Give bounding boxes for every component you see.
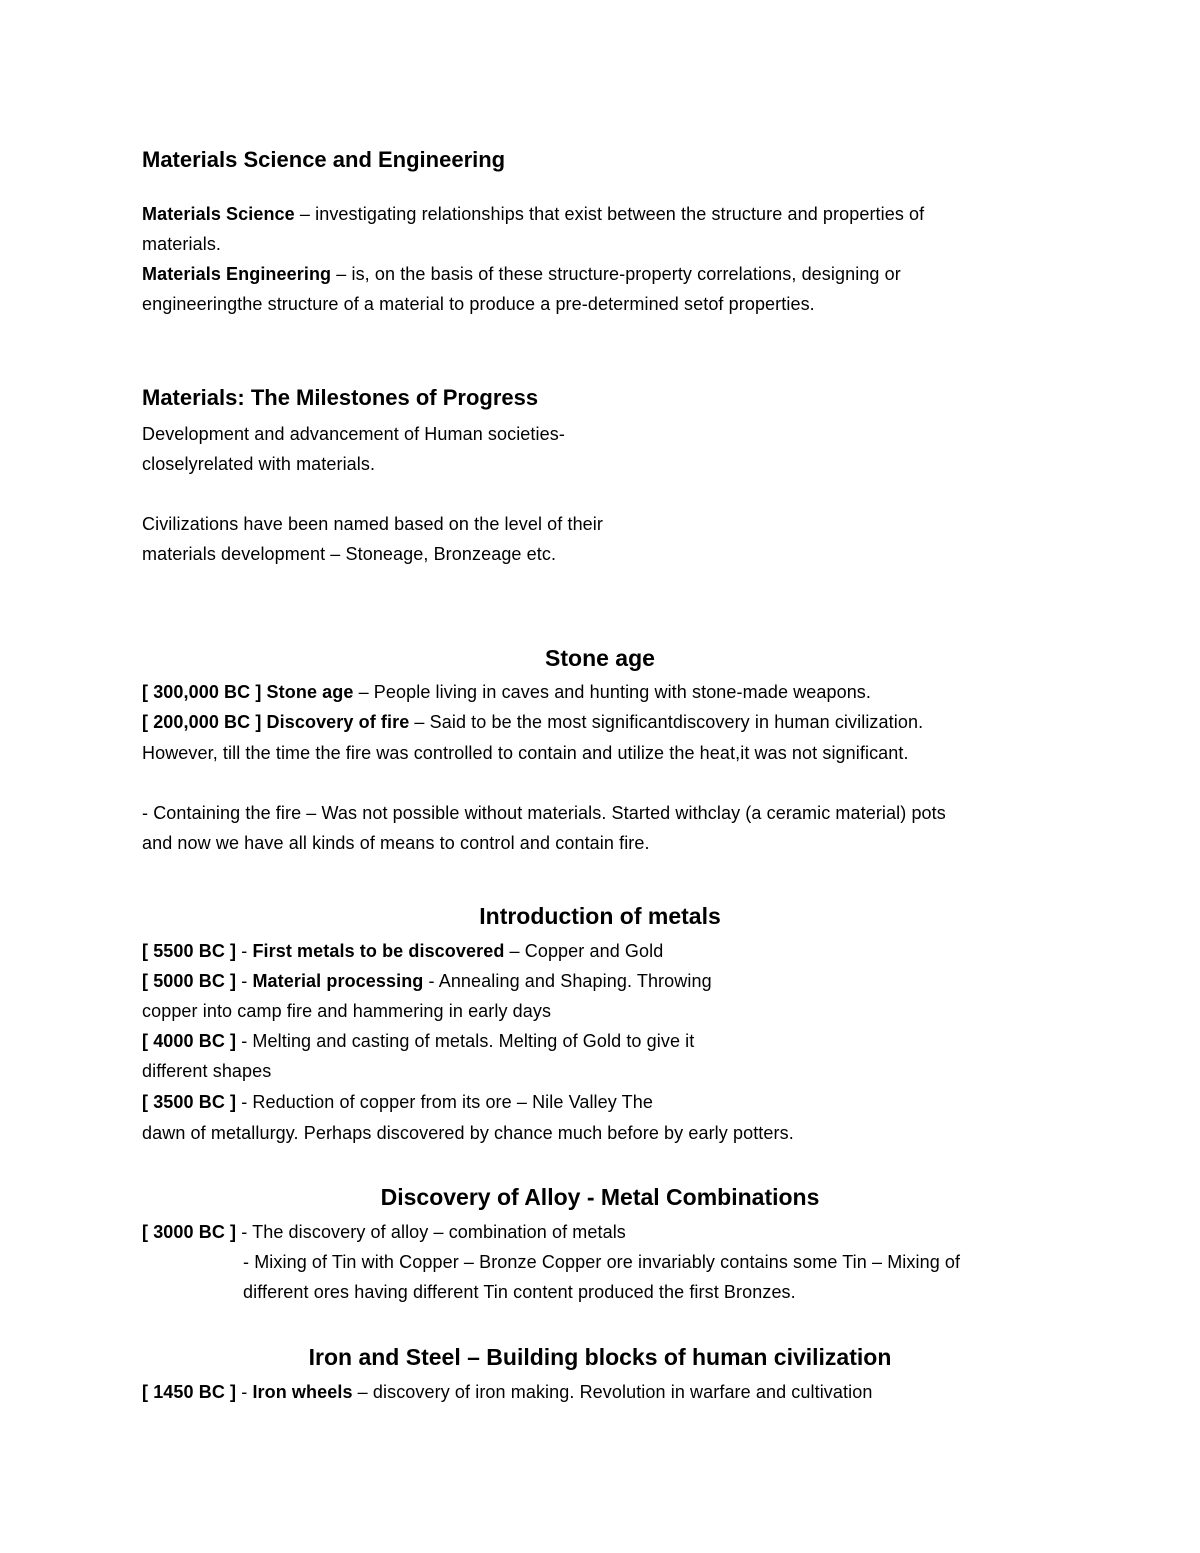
timeline-text: – People living in caves and hunting with stone-made weapons. [353,682,872,702]
paragraph-line: - Mixing of Tin with Copper – Bronze Copper ore invariably contains some Tin – Mixing of [243,1252,961,1272]
timeline-date-label: [ 3000 BC ] [142,1222,237,1242]
timeline-text: - Reduction of copper from its ore – Nile Valley The [236,1092,653,1112]
definition-text: – is, on the basis of these structure-property correlations, designing or [331,264,901,284]
timeline-entry [142,680,871,704]
paragraph-line: - Containing the fire – Was not possible without materials. Started withclay (a ceramic material) pots [142,803,946,823]
paragraph-line: different shapes [142,1061,272,1081]
section-title-materials-science: Materials Science and Engineering [142,147,506,172]
timeline-heading: Material processing [252,971,424,991]
separator: - [236,971,253,991]
timeline-text: - The discovery of alloy – combination of metals [236,1222,626,1242]
timeline-date-label: [ 5000 BC ] [142,971,237,991]
timeline-entry [142,969,712,993]
timeline-date-label: [ 1450 BC ] [142,1382,237,1402]
definition-materials-science [142,202,924,226]
timeline-entry [142,710,923,734]
paragraph-line: Civilizations have been named based on the level of their [142,514,603,534]
section-title-metals: Introduction of metals [479,903,721,929]
definition-continuation: materials. [142,234,222,254]
timeline-entry [142,1090,653,1114]
paragraph-line: copper into camp fire and hammering in early days [142,1001,552,1021]
paragraph-line: dawn of metallurgy. Perhaps discovered by chance much before by early potters. [142,1123,794,1143]
section-title-iron-steel: Iron and Steel – Building blocks of human civilization [308,1344,892,1370]
timeline-date-label: [ 300,000 BC ] Stone age [142,682,354,702]
term-materials-engineering: Materials Engineering [142,264,332,284]
timeline-text: – Copper and Gold [504,941,664,961]
timeline-entry [142,939,663,963]
timeline-heading: Iron wheels [252,1382,353,1402]
timeline-text: - Melting and casting of metals. Melting of Gold to give it [236,1031,695,1051]
timeline-text: – discovery of iron making. Revolution in warfare and cultivation [352,1382,873,1402]
timeline-date-label: [ 3500 BC ] [142,1092,237,1112]
paragraph-line: materials development – Stoneage, Bronzeage etc. [142,544,557,564]
section-title-alloy: Discovery of Alloy - Metal Combinations [380,1184,820,1210]
timeline-entry [142,1029,694,1053]
paragraph-line: However, till the time the fire was controlled to contain and utilize the heat,it was not significant. [142,743,909,763]
separator: - [236,941,253,961]
paragraph-line: closelyrelated with materials. [142,454,376,474]
timeline-date-label: [ 5500 BC ] [142,941,237,961]
section-title-milestones: Materials: The Milestones of Progress [142,385,539,410]
section-title-stone-age: Stone age [545,645,655,671]
paragraph-line: Development and advancement of Human societies- [142,424,565,444]
paragraph-line: different ores having different Tin content produced the first Bronzes. [243,1282,796,1302]
definition-materials-engineering [142,262,901,286]
timeline-text: – Said to be the most significantdiscovery in human civilization. [409,712,924,732]
paragraph-line: and now we have all kinds of means to control and contain fire. [142,833,650,853]
timeline-text: - Annealing and Shaping. Throwing [423,971,712,991]
timeline-date-label: [ 200,000 BC ] Discovery of fire [142,712,410,732]
timeline-date-label: [ 4000 BC ] [142,1031,237,1051]
timeline-entry [142,1220,626,1244]
separator: - [236,1382,253,1402]
timeline-heading: First metals to be discovered [252,941,505,961]
timeline-entry [142,1380,872,1404]
definition-continuation: engineeringthe structure of a material to produce a pre-determined setof properties. [142,294,815,314]
term-materials-science: Materials Science [142,204,295,224]
definition-text: – investigating relationships that exist between the structure and properties of [294,204,925,224]
